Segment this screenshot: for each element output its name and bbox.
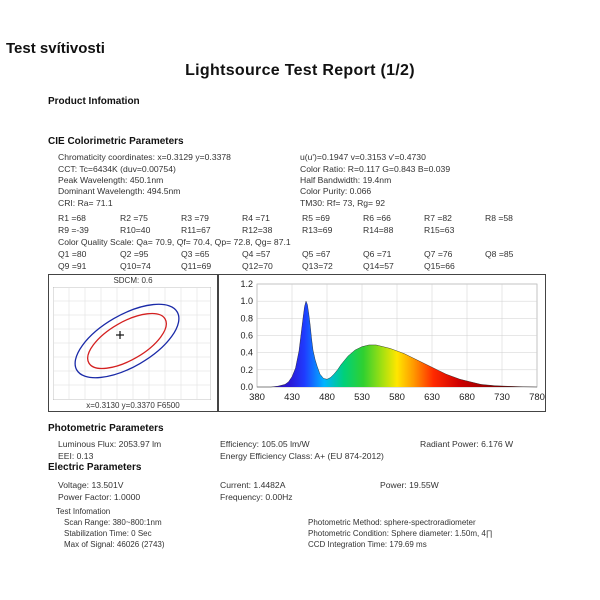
r-value: R13=69 bbox=[302, 225, 333, 235]
photometric-section-title: Photometric Parameters bbox=[48, 423, 164, 434]
q-value: Q6 =71 bbox=[363, 249, 392, 259]
radiant-power: Radiant Power: 6.176 W bbox=[420, 439, 514, 449]
cct-value: CCT: Tc=6434K (duv=0.00754) bbox=[58, 164, 176, 174]
sdcm-coordinates: x=0.3130 y=0.3370 F6500 bbox=[86, 401, 180, 410]
r-value: R2 =75 bbox=[120, 213, 148, 223]
y-tick-label: 0.2 bbox=[240, 364, 253, 375]
color-ratio: Color Ratio: R=0.117 G=0.843 B=0.039 bbox=[300, 164, 451, 174]
energy-efficiency-class: Energy Efficiency Class: A+ (EU 874-2012) bbox=[220, 451, 384, 461]
q-value: Q15=66 bbox=[424, 261, 455, 271]
luminous-flux: Luminous Flux: 2053.97 lm bbox=[58, 439, 162, 449]
photometric-method: Photometric Method: sphere-spectroradiometer bbox=[308, 518, 476, 527]
report-title: Lightsource Test Report (1/2) bbox=[185, 62, 415, 79]
y-tick-label: 0.0 bbox=[240, 382, 253, 392]
macadam-ellipse-plot bbox=[53, 287, 211, 400]
power: Power: 19.55W bbox=[380, 480, 439, 490]
photometric-condition: Photometric Condition: Sphere diameter: 1.50m, 4∏ bbox=[308, 529, 493, 538]
efficiency: Efficiency: 105.05 lm/W bbox=[220, 439, 310, 449]
cri-value: CRI: Ra= 71.1 bbox=[58, 198, 113, 208]
page-heading: Test svítivosti bbox=[6, 40, 105, 57]
spectrum-chart bbox=[219, 275, 545, 411]
dominant-wavelength: Dominant Wavelength: 494.5nm bbox=[58, 186, 181, 196]
ccd-integration-time: CCD Integration Time: 179.69 ms bbox=[308, 540, 427, 549]
electric-section-title: Electric Parameters bbox=[48, 462, 142, 473]
q-value: Q12=70 bbox=[242, 261, 273, 271]
scan-range: Scan Range: 380~800:1nm bbox=[64, 518, 162, 527]
q-value: Q14=57 bbox=[363, 261, 394, 271]
r-value: R8 =58 bbox=[485, 213, 513, 223]
r-value: R3 =79 bbox=[181, 213, 209, 223]
y-tick-label: 1.0 bbox=[240, 296, 253, 307]
r-value: R7 =82 bbox=[424, 213, 452, 223]
spectrum-chart-panel bbox=[218, 274, 546, 412]
x-tick-label: 780 bbox=[529, 392, 545, 403]
chromaticity-coordinates: Chromaticity coordinates: x=0.3129 y=0.3378 bbox=[58, 152, 231, 162]
r-value: R10=40 bbox=[120, 225, 151, 235]
y-tick-label: 0.8 bbox=[240, 313, 253, 324]
q-value: Q2 =95 bbox=[120, 249, 149, 259]
x-tick-label: 730 bbox=[494, 392, 510, 403]
current: Current: 1.4482A bbox=[220, 480, 286, 490]
x-tick-label: 630 bbox=[424, 392, 440, 403]
y-tick-label: 1.2 bbox=[240, 279, 253, 289]
q-value: Q7 =76 bbox=[424, 249, 453, 259]
r-value: R9 =-39 bbox=[58, 225, 89, 235]
x-tick-label: 580 bbox=[389, 392, 405, 403]
q-value: Q3 =65 bbox=[181, 249, 210, 259]
frequency: Frequency: 0.00Hz bbox=[220, 492, 293, 502]
tm30-value: TM30: Rf= 73, Rg= 92 bbox=[300, 198, 386, 208]
q-value: Q10=74 bbox=[120, 261, 151, 271]
q-value: Q11=69 bbox=[181, 261, 212, 271]
product-info-title: Product Infomation bbox=[48, 96, 140, 107]
q-value: Q8 =85 bbox=[485, 249, 514, 259]
r-value: R4 =71 bbox=[242, 213, 270, 223]
x-tick-label: 680 bbox=[459, 392, 475, 403]
r-value: R14=88 bbox=[363, 225, 394, 235]
r-value: R6 =66 bbox=[363, 213, 391, 223]
y-tick-label: 0.4 bbox=[240, 347, 253, 358]
x-tick-label: 430 bbox=[284, 392, 300, 403]
cie-section-title: CIE Colorimetric Parameters bbox=[48, 136, 184, 147]
q-value: Q13=72 bbox=[302, 261, 333, 271]
x-tick-label: 480 bbox=[319, 392, 335, 403]
sdcm-label: SDCM: 0.6 bbox=[113, 276, 153, 285]
q-value: Q5 =67 bbox=[302, 249, 331, 259]
q-value: Q9 =91 bbox=[58, 261, 87, 271]
uv-coordinates: u(u')=0.1947 v=0.3153 v'=0.4730 bbox=[300, 152, 426, 162]
half-bandwidth: Half Bandwidth: 19.4nm bbox=[300, 175, 392, 185]
r-value: R5 =69 bbox=[302, 213, 330, 223]
test-info-title: Test Infomation bbox=[56, 507, 111, 516]
eei-value: EEI: 0.13 bbox=[58, 451, 94, 461]
color-purity: Color Purity: 0.066 bbox=[300, 186, 372, 196]
q-value: Q4 =57 bbox=[242, 249, 271, 259]
peak-wavelength: Peak Wavelength: 450.1nm bbox=[58, 175, 164, 185]
q-value: Q1 =80 bbox=[58, 249, 87, 259]
x-tick-label: 380 bbox=[249, 392, 265, 403]
x-tick-label: 530 bbox=[354, 392, 370, 403]
r-value: R11=67 bbox=[181, 225, 211, 235]
max-signal: Max of Signal: 46026 (2743) bbox=[64, 540, 165, 549]
voltage: Voltage: 13.501V bbox=[58, 480, 124, 490]
color-quality-scale: Color Quality Scale: Qa= 70.9, Qf= 70.4, Qp= 72.8, Qg= 87.1 bbox=[58, 237, 291, 247]
r-value: R12=38 bbox=[242, 225, 273, 235]
r-value: R15=63 bbox=[424, 225, 455, 235]
power-factor: Power Factor: 1.0000 bbox=[58, 492, 141, 502]
r-value: R1 =68 bbox=[58, 213, 86, 223]
y-tick-label: 0.6 bbox=[240, 330, 253, 341]
stabilization-time: Stabilization Time: 0 Sec bbox=[64, 529, 152, 538]
sdcm-panel bbox=[48, 274, 218, 412]
